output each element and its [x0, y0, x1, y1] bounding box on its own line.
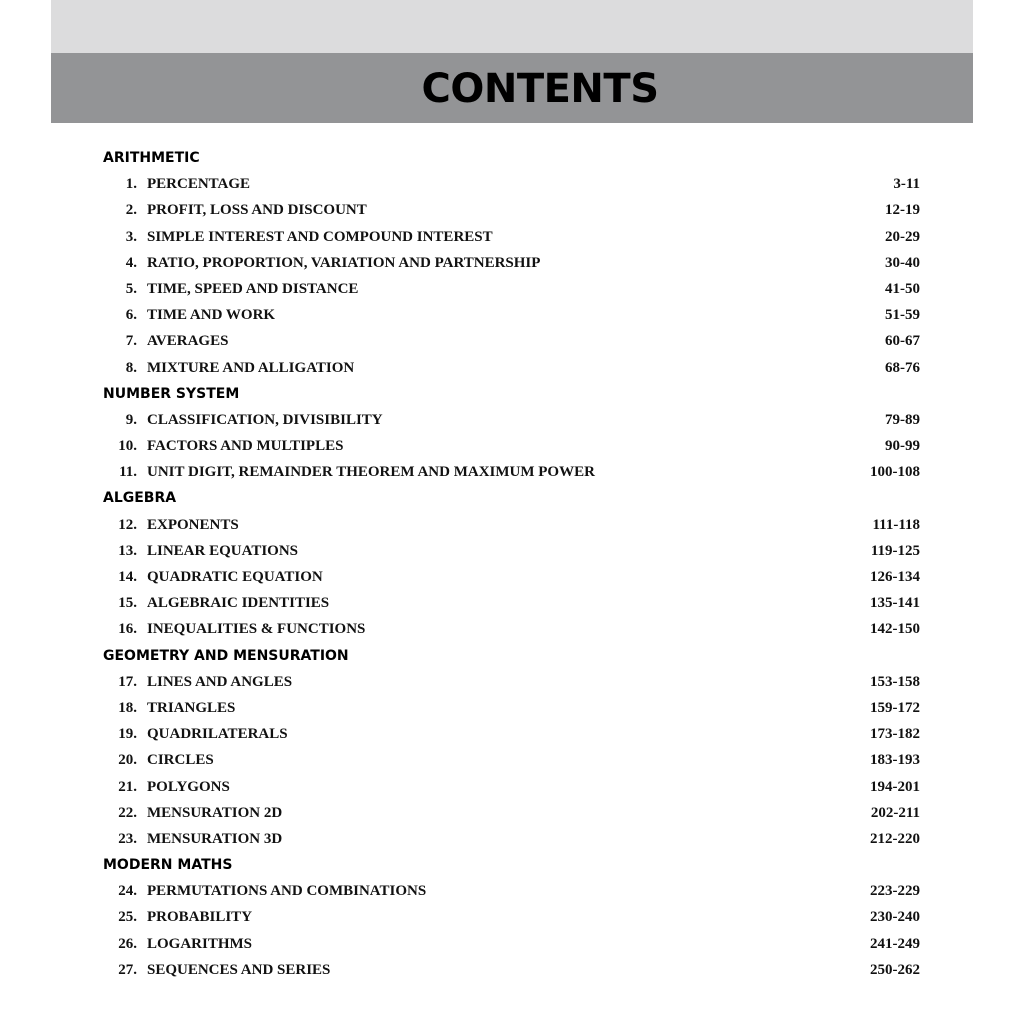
chapter-number: 12. [118, 516, 137, 533]
chapter-number: 1. [125, 176, 137, 193]
page-range: 41-50 [885, 280, 920, 297]
toc-entry[interactable] [103, 250, 920, 276]
chapter-title: EXPONENTS [147, 516, 239, 533]
page-range: 223-229 [870, 883, 920, 900]
toc-entry[interactable] [103, 774, 920, 800]
chapter-title: RATIO, PROPORTION, VARIATION AND PARTNERSHIP [147, 254, 541, 271]
chapter-number: 6. [125, 307, 137, 324]
toc-entry[interactable] [103, 904, 920, 930]
chapter-title: QUADRILATERALS [147, 726, 288, 743]
page-range: 20-29 [885, 228, 920, 245]
chapter-number: 22. [118, 804, 137, 821]
chapter-title: CLASSIFICATION, DIVISIBILITY [147, 411, 383, 428]
page-range: 183-193 [870, 752, 920, 769]
chapter-title: TIME AND WORK [147, 307, 276, 324]
chapter-title: TRIANGLES [147, 699, 236, 716]
page-range: 250-262 [870, 961, 920, 978]
page-range: 79-89 [885, 411, 920, 428]
toc-entry[interactable] [103, 171, 920, 197]
toc-entry[interactable] [103, 931, 920, 957]
top-margin-band [51, 0, 973, 53]
chapter-number: 4. [125, 254, 137, 271]
chapter-title: QUADRATIC EQUATION [147, 569, 323, 585]
toc-entry[interactable] [103, 616, 920, 642]
page-range: 51-59 [885, 307, 920, 324]
chapter-number: 13. [118, 542, 137, 559]
chapter-title: LOGARITHMS [147, 935, 253, 952]
toc-entry[interactable] [103, 669, 920, 695]
contents-header-band [51, 53, 973, 123]
chapter-title: INEQUALITIES & FUNCTIONS [147, 621, 366, 638]
chapter-title: AVERAGES [147, 333, 229, 350]
toc-entry[interactable] [103, 224, 920, 250]
chapter-title: LINES AND ANGLES [147, 673, 293, 690]
page-range: 100-108 [870, 464, 920, 481]
chapter-number: 21. [118, 778, 137, 795]
toc-entry[interactable] [103, 721, 920, 747]
toc-entry[interactable] [103, 355, 920, 381]
section-heading: NUMBER SYSTEM [103, 385, 240, 402]
toc-entry[interactable] [103, 302, 920, 328]
chapter-title: MIXTURE AND ALLIGATION [147, 359, 355, 376]
page-range: 3-11 [893, 176, 920, 193]
chapter-title: UNIT DIGIT, REMAINDER THEOREM AND MAXIMUM POWER [147, 464, 595, 481]
toc-entry[interactable] [103, 695, 920, 721]
section-heading: MODERN MATHS [103, 857, 233, 874]
chapter-number: 23. [118, 830, 137, 847]
page-range: 194-201 [870, 778, 920, 795]
chapter-title: POLYGONS [147, 778, 230, 795]
chapter-number: 24. [118, 883, 137, 900]
page-range: 142-150 [870, 621, 920, 638]
page-range: 12-19 [885, 202, 920, 219]
chapter-number: 14. [118, 569, 137, 585]
toc-entry[interactable] [103, 512, 920, 538]
toc-entry[interactable] [103, 433, 920, 459]
page-range: 212-220 [870, 830, 920, 847]
chapter-number: 18. [118, 699, 137, 716]
chapter-number: 9. [125, 411, 137, 428]
chapter-number: 26. [118, 935, 137, 952]
chapter-title: MENSURATION 2D [147, 804, 283, 821]
chapter-title: PERMUTATIONS AND COMBINATIONS [147, 883, 427, 900]
page-range: 202-211 [870, 804, 920, 821]
toc-entry[interactable] [103, 197, 920, 223]
section-heading: ARITHMETIC [103, 150, 200, 166]
chapter-number: 11. [119, 464, 137, 481]
page-range: 126-134 [870, 569, 920, 585]
chapter-title: SIMPLE INTEREST AND COMPOUND INTEREST [147, 228, 493, 245]
page-range: 30-40 [885, 254, 920, 271]
chapter-number: 16. [118, 621, 137, 638]
toc-entry[interactable] [103, 957, 920, 983]
page-range: 241-249 [870, 935, 920, 952]
chapter-title: PERCENTAGE [147, 176, 251, 193]
chapter-number: 20. [118, 752, 137, 769]
toc-entry[interactable] [103, 328, 920, 354]
page-range: 173-182 [870, 726, 920, 743]
chapter-number: 5. [125, 280, 137, 297]
chapter-title: PROFIT, LOSS AND DISCOUNT [147, 202, 367, 219]
page-title: CONTENTS [421, 66, 659, 112]
toc-entry[interactable] [103, 826, 920, 852]
toc-entry[interactable] [103, 538, 920, 564]
page-range: 90-99 [885, 438, 920, 455]
chapter-number: 27. [118, 961, 137, 978]
page-range: 230-240 [870, 909, 920, 926]
toc-entry[interactable] [103, 276, 920, 302]
page-range: 111-118 [872, 516, 920, 533]
chapter-title: CIRCLES [147, 752, 214, 769]
chapter-number: 15. [118, 595, 137, 612]
chapter-number: 3. [125, 228, 137, 245]
chapter-title: FACTORS AND MULTIPLES [147, 438, 344, 455]
toc-entry[interactable] [103, 459, 920, 485]
page-range: 68-76 [885, 359, 920, 376]
toc-entry[interactable] [103, 564, 920, 590]
chapter-title: ALGEBRAIC IDENTITIES [147, 595, 330, 612]
toc-entry[interactable] [103, 878, 920, 904]
chapter-number: 8. [125, 359, 137, 376]
toc-entry[interactable] [103, 590, 920, 616]
page-range: 153-158 [870, 673, 920, 690]
chapter-number: 25. [118, 909, 137, 926]
chapter-number: 2. [125, 202, 137, 219]
page-range: 135-141 [870, 595, 920, 612]
toc-entry[interactable] [103, 407, 920, 433]
table-of-contents [103, 145, 920, 983]
chapter-number: 17. [118, 673, 137, 690]
chapter-title: SEQUENCES AND SERIES [147, 961, 331, 978]
chapter-number: 10. [118, 438, 137, 455]
chapter-title: TIME, SPEED AND DISTANCE [147, 280, 359, 297]
page-range: 159-172 [870, 699, 920, 716]
toc-entry[interactable] [103, 800, 920, 826]
page-range: 60-67 [885, 333, 920, 350]
section-heading: GEOMETRY AND MENSURATION [103, 647, 349, 664]
chapter-title: LINEAR EQUATIONS [147, 542, 299, 559]
toc-entry[interactable] [103, 747, 920, 773]
page-range: 119-125 [870, 542, 920, 559]
chapter-number: 7. [125, 333, 137, 350]
chapter-number: 19. [118, 726, 137, 743]
chapter-title: MENSURATION 3D [147, 830, 283, 847]
chapter-title: PROBABILITY [147, 909, 253, 926]
section-heading: ALGEBRA [103, 490, 177, 507]
